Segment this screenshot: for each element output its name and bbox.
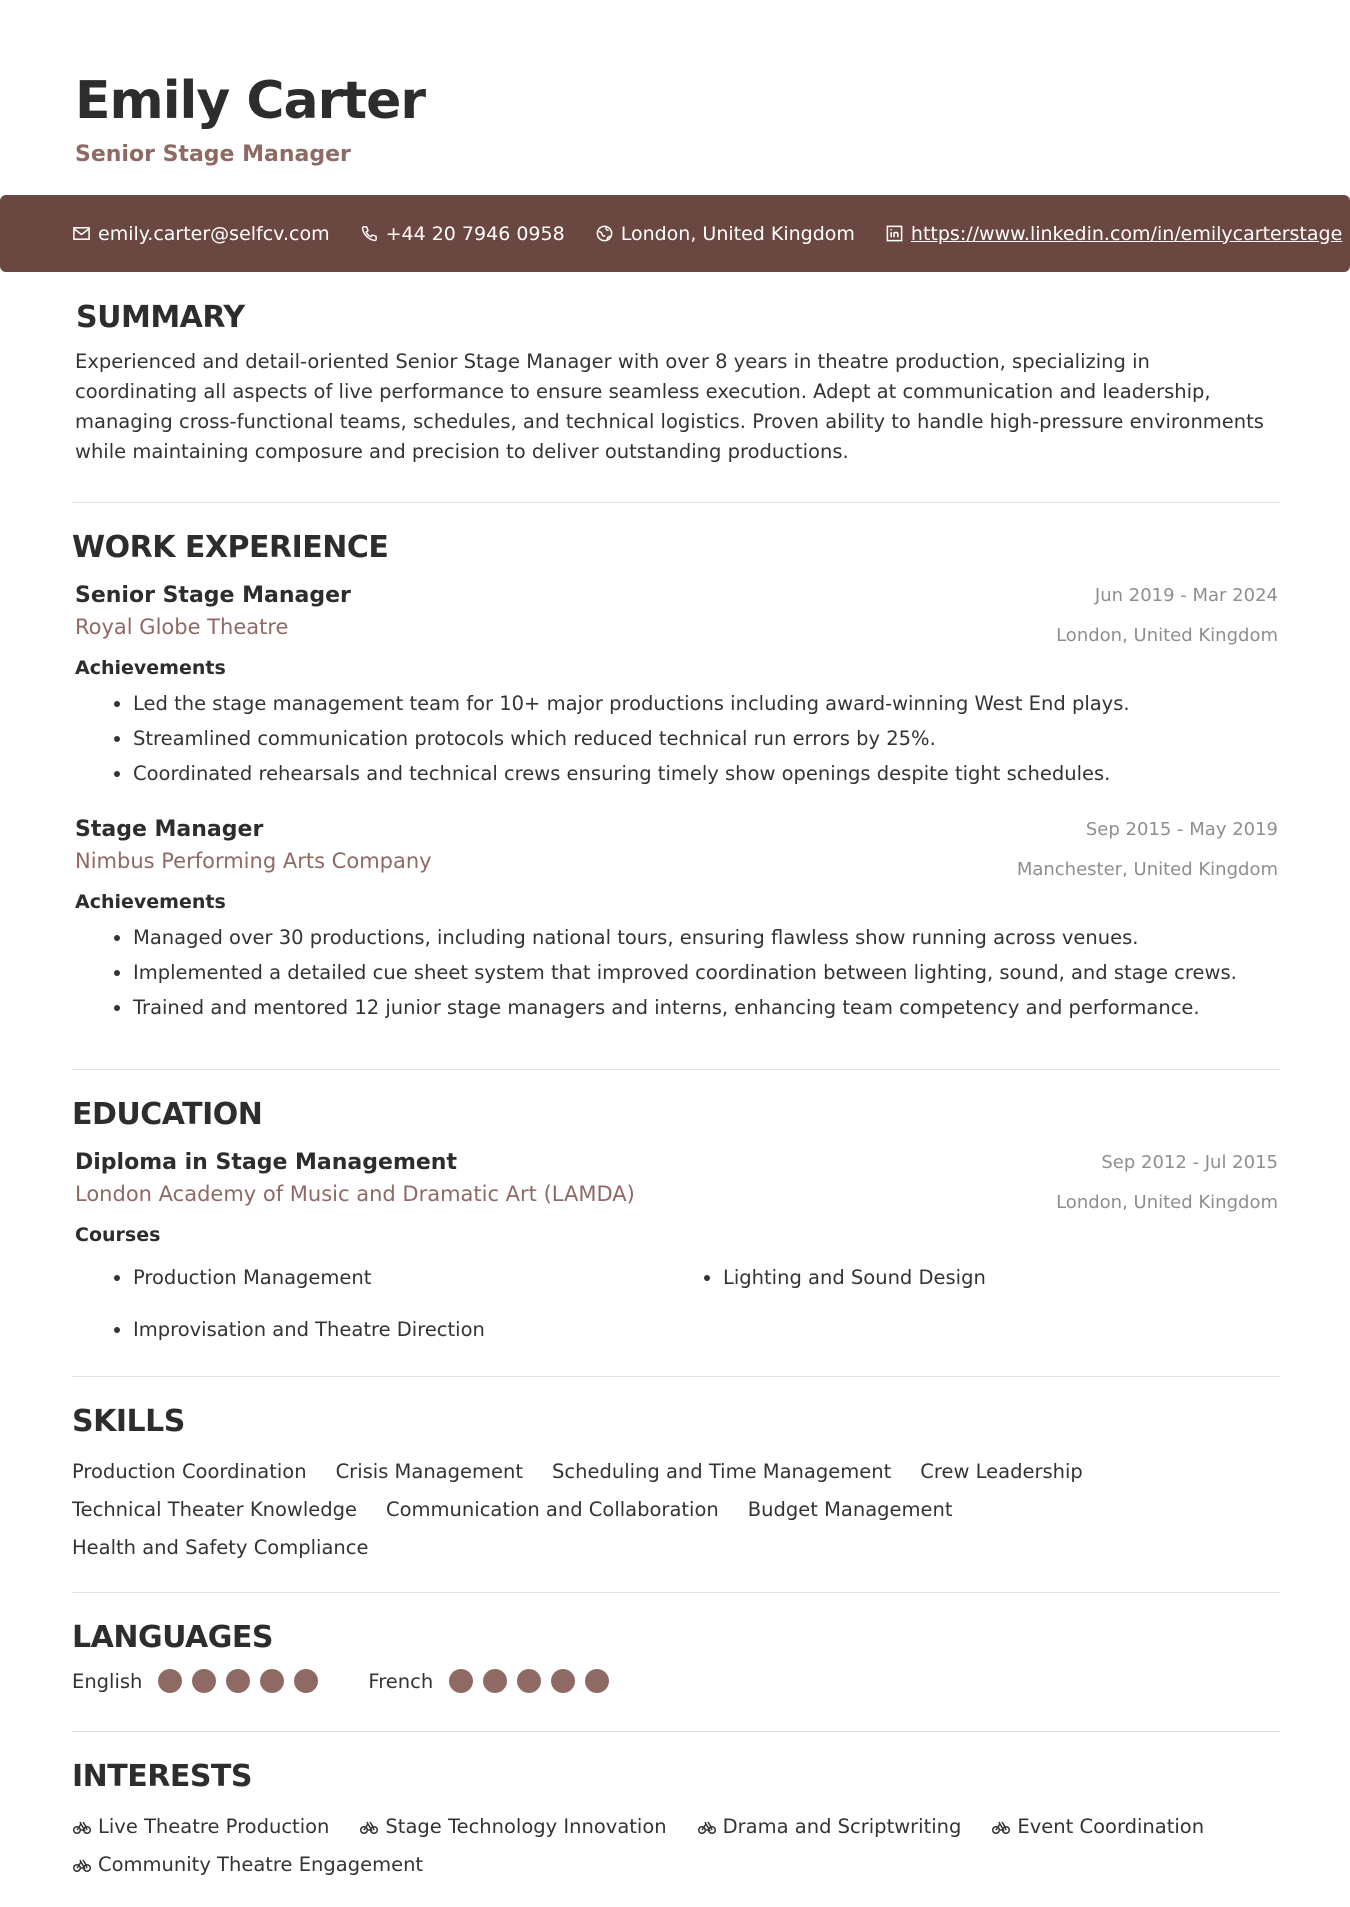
language-item — [368, 1669, 619, 1693]
level-dot — [517, 1669, 541, 1693]
bicycle-icon — [991, 1817, 1011, 1837]
contact-phone[interactable] — [360, 223, 565, 245]
job-company: Royal Globe Theatre — [75, 615, 289, 639]
interest-item — [991, 1808, 1204, 1846]
summary-heading: SUMMARY — [76, 300, 245, 335]
globe-icon — [595, 224, 614, 243]
interest-label: Community Theatre Engagement — [98, 1853, 424, 1876]
contact-location — [595, 223, 855, 245]
resume-body — [72, 300, 1280, 1884]
education-section — [72, 1070, 1280, 1377]
contact-bar — [0, 195, 1350, 272]
course-item: • Production Management — [133, 1252, 723, 1304]
skill-item: Crisis Management — [335, 1460, 524, 1483]
level-dot — [294, 1669, 318, 1693]
education-dates: Sep 2012 - Jul 2015 — [1101, 1152, 1278, 1173]
interest-item — [697, 1808, 962, 1846]
level-dot — [192, 1669, 216, 1693]
interests-section — [72, 1732, 1280, 1884]
interest-label: Live Theatre Production — [98, 1815, 330, 1838]
skill-item: Budget Management — [747, 1498, 953, 1521]
level-dot — [483, 1669, 507, 1693]
phone-text: +44 20 7946 0958 — [385, 222, 565, 245]
job-dates: Sep 2015 - May 2019 — [1085, 819, 1278, 840]
interest-item — [72, 1808, 329, 1846]
achievement-item: • Implemented a detailed cue sheet system that improved coordination between lighting, sound, and stage crews. — [133, 955, 1280, 990]
language-name: French — [368, 1669, 434, 1693]
level-dot — [226, 1669, 250, 1693]
skills-section — [72, 1377, 1280, 1593]
experience-heading: WORK EXPERIENCE — [72, 530, 389, 565]
job-title: Stage Manager — [75, 817, 264, 842]
level-dot — [158, 1669, 182, 1693]
skills-heading: SKILLS — [72, 1404, 185, 1439]
skill-item: Scheduling and Time Management — [552, 1460, 892, 1483]
job-location: Manchester, United Kingdom — [1016, 859, 1278, 880]
achievement-item: • Led the stage management team for 10+ major productions including award-winning West End plays. — [133, 686, 1280, 721]
interest-label: Drama and Scriptwriting — [722, 1815, 962, 1838]
languages-heading: LANGUAGES — [72, 1620, 273, 1655]
languages-list — [72, 1669, 1280, 1693]
summary-text: Experienced and detail-oriented Senior Stage Manager with over 8 years in theatre production, specializing in coordinating all aspects of live performance to ensure seamless execution. Adept at communication and leadership, managing cross-functional teams, schedules, and technical logistics. Proven ability to handle high-pressure environments while maintaining composure and precision to deliver outstanding productions. — [75, 350, 1264, 463]
education-location: London, United Kingdom — [1056, 1192, 1278, 1213]
school-name: London Academy of Music and Dramatic Art (LAMDA) — [75, 1182, 635, 1206]
interest-item — [359, 1808, 666, 1846]
location-text: London, United Kingdom — [620, 222, 855, 245]
achievement-item: • Trained and mentored 12 junior stage managers and interns, enhancing team competency and performance. — [133, 990, 1280, 1025]
job-entry — [75, 583, 1280, 791]
education-entry — [75, 1150, 1280, 1356]
achievement-item: • Coordinated rehearsals and technical crews ensuring timely show openings despite tight schedules. — [133, 756, 1280, 791]
bicycle-icon — [359, 1817, 379, 1837]
candidate-name: Emily Carter — [75, 71, 426, 131]
level-dot — [260, 1669, 284, 1693]
interest-label: Event Coordination — [1017, 1815, 1205, 1838]
skill-item: Technical Theater Knowledge — [72, 1498, 358, 1521]
skills-list — [72, 1453, 1232, 1567]
contact-linkedin[interactable] — [885, 223, 1342, 245]
achievement-item: • Streamlined communication protocols which reduced technical run errors by 25%. — [133, 721, 1280, 756]
phone-icon — [360, 224, 379, 243]
interests-list — [72, 1808, 1280, 1884]
interest-label: Stage Technology Innovation — [385, 1815, 667, 1838]
skill-item: Communication and Collaboration — [386, 1498, 719, 1521]
interest-item — [72, 1846, 423, 1884]
job-dates: Jun 2019 - Mar 2024 — [1094, 585, 1278, 606]
interests-heading: INTERESTS — [72, 1759, 252, 1794]
course-item: • Improvisation and Theatre Direction — [133, 1304, 723, 1356]
skill-item: Health and Safety Compliance — [72, 1536, 369, 1559]
language-item — [72, 1669, 328, 1693]
achievements-list — [75, 686, 1280, 791]
linkedin-link[interactable]: https://www.linkedin.com/in/emilycarterstage — [910, 222, 1343, 245]
bicycle-icon — [72, 1817, 92, 1837]
courses-list — [75, 1252, 1280, 1356]
skill-item: Crew Leadership — [920, 1460, 1083, 1483]
level-dot — [551, 1669, 575, 1693]
candidate-title: Senior Stage Manager — [75, 142, 351, 167]
linkedin-icon — [885, 224, 904, 243]
achievements-list — [75, 920, 1280, 1025]
course-item: • Lighting and Sound Design — [723, 1252, 1313, 1304]
job-location: London, United Kingdom — [1056, 625, 1278, 646]
education-heading: EDUCATION — [72, 1097, 263, 1132]
job-entry — [75, 817, 1280, 1025]
level-dot — [449, 1669, 473, 1693]
job-title: Senior Stage Manager — [75, 583, 351, 608]
bicycle-icon — [697, 1817, 717, 1837]
achievements-heading: Achievements — [75, 891, 226, 913]
degree-title: Diploma in Stage Management — [75, 1150, 457, 1175]
achievement-item: • Managed over 30 productions, including national tours, ensuring flawless show running across venues. — [133, 920, 1280, 955]
language-name: English — [72, 1669, 143, 1693]
bicycle-icon — [72, 1855, 92, 1875]
email-text: emily.carter@selfcv.com — [98, 222, 330, 245]
level-dot — [585, 1669, 609, 1693]
courses-heading: Courses — [75, 1224, 161, 1246]
languages-section — [72, 1593, 1280, 1732]
contact-email[interactable] — [72, 223, 330, 245]
achievements-heading: Achievements — [75, 657, 226, 679]
experience-section — [72, 503, 1280, 1070]
summary-section — [72, 300, 1280, 503]
skill-item: Production Coordination — [72, 1460, 307, 1483]
job-company: Nimbus Performing Arts Company — [75, 849, 432, 873]
resume-header — [75, 70, 425, 167]
envelope-icon — [72, 224, 91, 243]
